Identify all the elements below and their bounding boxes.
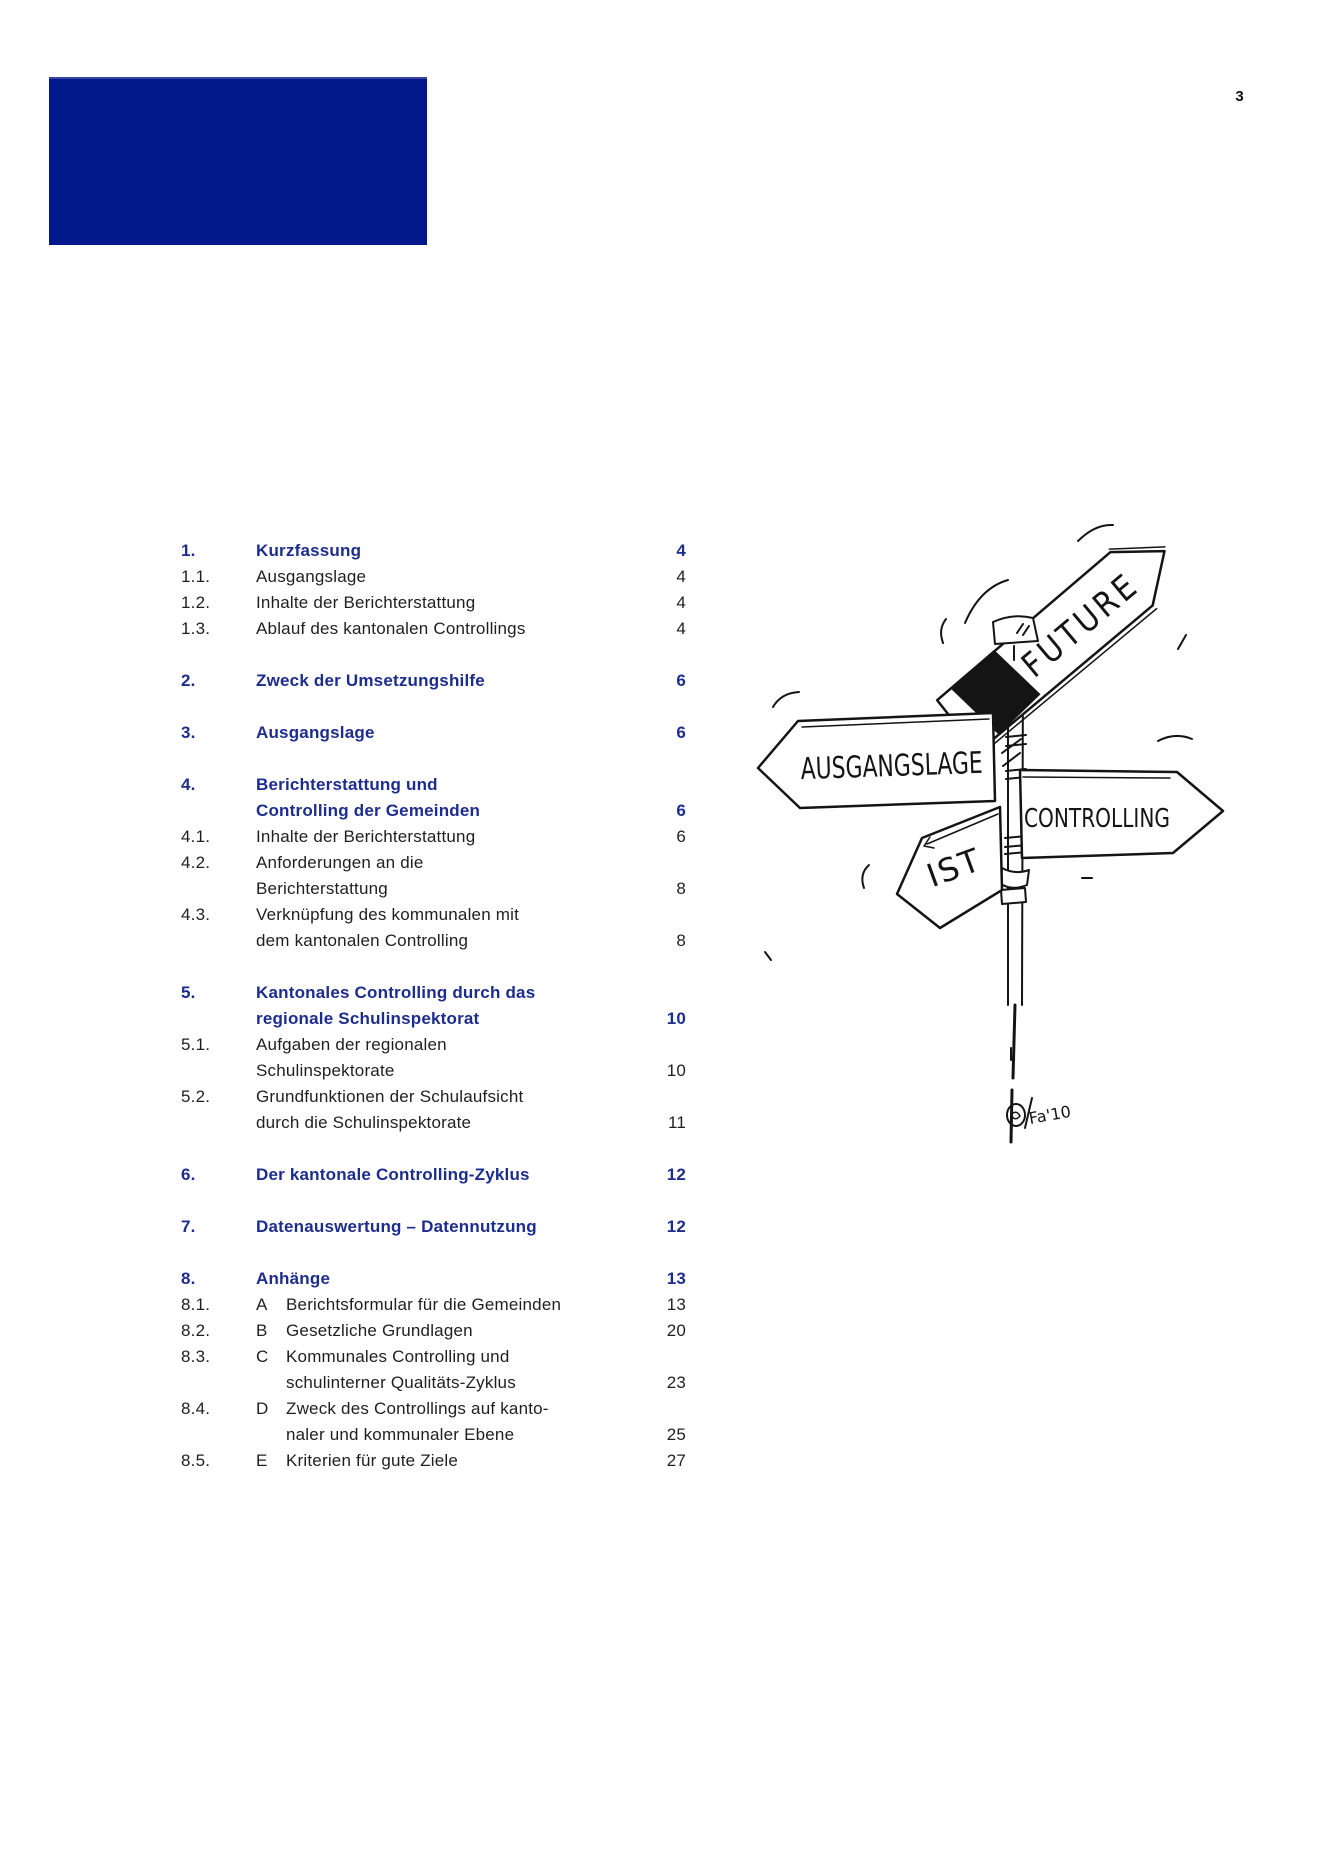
toc-appendix-letter: B [256, 1321, 268, 1340]
toc-entry-page: 4 [676, 567, 686, 586]
artist-signature [1007, 1098, 1072, 1128]
page-number: 3 [1235, 88, 1244, 105]
toc-entry[interactable] [181, 1448, 686, 1474]
toc-entry[interactable] [181, 1344, 686, 1396]
toc-entry-number: 1.3. [181, 619, 211, 638]
toc-entry-page: 4 [676, 541, 686, 560]
toc-entry[interactable] [181, 1318, 686, 1344]
toc-entry-title: Ausgangslage [256, 567, 367, 586]
toc-entry-number: 1.1. [181, 567, 211, 586]
toc-entry[interactable] [181, 1214, 686, 1240]
toc-appendix-letter: A [256, 1295, 268, 1314]
controlling-sign [1020, 770, 1223, 858]
signpost-illustration [640, 430, 1240, 1160]
toc-group [181, 1162, 686, 1188]
table-of-contents [181, 538, 686, 1474]
toc-entry-title: Anhänge [256, 1269, 331, 1288]
ist-sign-label: IST [921, 840, 987, 895]
toc-entry-page: 6 [676, 671, 686, 690]
toc-entry-page: 6 [676, 827, 686, 846]
toc-entry[interactable] [181, 590, 686, 616]
toc-entry-title: Der kantonale Controlling-Zyklus [256, 1165, 530, 1184]
toc-entry-number: 4. [181, 775, 196, 794]
toc-entry-page: 4 [676, 593, 686, 612]
signature-text: Fa'10 [1027, 1101, 1073, 1128]
toc-entry-title: Kantonales Controlling durch das regionale Schulinspektorat [256, 983, 536, 1028]
toc-entry-number: 2. [181, 671, 196, 690]
toc-entry[interactable] [181, 538, 686, 564]
toc-appendix-letter: D [256, 1399, 269, 1418]
toc-entry-title: Anforderungen an die Berichterstattung [256, 853, 424, 898]
toc-entry[interactable] [181, 980, 686, 1032]
toc-entry-number: 8.5. [181, 1451, 211, 1470]
toc-entry-title: C Kommunales Controlling und schulinterner Qualitäts-Zyklus [256, 1344, 646, 1396]
controlling-sign-label: CONTROLLING [1024, 804, 1170, 834]
toc-entry-number: 5.1. [181, 1035, 211, 1054]
toc-entry-title: Inhalte der Berichterstattung [256, 827, 476, 846]
toc-entry-page: 13 [666, 1295, 686, 1314]
toc-entry-number: 5. [181, 983, 196, 1002]
toc-entry-title: Kurzfassung [256, 541, 362, 560]
toc-entry-title: Ablauf des kantonalen Controllings [256, 619, 526, 638]
toc-entry[interactable] [181, 1162, 686, 1188]
toc-entry[interactable] [181, 850, 686, 902]
toc-group [181, 772, 686, 954]
toc-entry[interactable] [181, 616, 686, 642]
toc-group [181, 1214, 686, 1240]
toc-entry-page: 25 [666, 1425, 686, 1444]
toc-group [181, 1266, 686, 1474]
toc-entry[interactable] [181, 668, 686, 694]
toc-entry-title: Inhalte der Berichterstattung [256, 593, 476, 612]
toc-entry-title: Ausgangslage [256, 723, 375, 742]
toc-entry-page: 8 [676, 931, 686, 950]
brand-color-block [49, 77, 427, 245]
toc-entry-number: 8.3. [181, 1347, 211, 1366]
toc-entry[interactable] [181, 902, 686, 954]
toc-group [181, 720, 686, 746]
toc-entry-page: 6 [676, 801, 686, 820]
toc-group [181, 668, 686, 694]
toc-entry-number: 4.1. [181, 827, 211, 846]
toc-entry-number: 1.2. [181, 593, 211, 612]
toc-entry[interactable] [181, 720, 686, 746]
toc-entry[interactable] [181, 564, 686, 590]
toc-entry-title: Verknüpfung des kommunalen mit dem kantonalen Controlling [256, 905, 520, 950]
toc-entry-number: 1. [181, 541, 196, 560]
toc-entry-title: Datenauswertung – Datennutzung [256, 1217, 537, 1236]
toc-entry-number: 4.3. [181, 905, 211, 924]
toc-entry[interactable] [181, 1292, 686, 1318]
toc-entry-page: 12 [666, 1165, 686, 1184]
toc-entry-number: 3. [181, 723, 196, 742]
future-sign-label: FUTURE [1014, 552, 1162, 686]
ausgangslage-sign [758, 713, 1051, 808]
toc-entry[interactable] [181, 1084, 686, 1136]
toc-entry-title: Aufgaben der regionalen Schulinspektorate [256, 1035, 447, 1080]
toc-entry[interactable] [181, 824, 686, 850]
toc-appendix-letter: E [256, 1451, 268, 1470]
toc-entry[interactable] [181, 1266, 686, 1292]
toc-entry-title: D Zweck des Controllings auf kanto- naler und kommunaler Ebene [256, 1396, 646, 1448]
toc-entry-title: Zweck der Umsetzungshilfe [256, 671, 485, 690]
toc-entry-number: 8.2. [181, 1321, 211, 1340]
toc-entry-page: 13 [666, 1269, 686, 1288]
toc-entry-page: 27 [666, 1451, 686, 1470]
toc-entry-page: 6 [676, 723, 686, 742]
toc-entry-title: Berichterstattung und Controlling der Gemeinden [256, 775, 481, 820]
toc-group [181, 538, 686, 642]
ist-sign [897, 807, 1002, 928]
toc-group [181, 980, 686, 1136]
toc-entry-page: 4 [676, 619, 686, 638]
toc-entry-page: 10 [666, 1061, 686, 1080]
toc-entry-number: 6. [181, 1165, 196, 1184]
toc-entry-page: 23 [666, 1373, 686, 1392]
toc-entry-title: Grundfunktionen der Schulaufsicht durch die Schulinspektorate [256, 1087, 524, 1132]
toc-entry-number: 5.2. [181, 1087, 211, 1106]
toc-entry[interactable] [181, 1032, 686, 1084]
toc-entry-number: 8.4. [181, 1399, 211, 1418]
toc-entry-page: 8 [676, 879, 686, 898]
toc-entry-title: B Gesetzliche Grundlagen [256, 1318, 646, 1344]
toc-entry-title: A Berichtsformular für die Gemeinden [256, 1292, 646, 1318]
toc-entry[interactable] [181, 772, 686, 824]
toc-entry-page: 12 [666, 1217, 686, 1236]
toc-entry-number: 8.1. [181, 1295, 211, 1314]
toc-entry-title: E Kriterien für gute Ziele [256, 1448, 646, 1474]
toc-appendix-letter: C [256, 1347, 269, 1366]
ausgangslage-sign-label: AUSGANGSLAGE [800, 743, 1051, 788]
toc-entry-number: 4.2. [181, 853, 211, 872]
toc-entry-number: 8. [181, 1269, 196, 1288]
toc-entry-page: 11 [667, 1113, 686, 1132]
toc-entry[interactable] [181, 1396, 686, 1448]
toc-entry-page: 20 [666, 1321, 686, 1340]
toc-entry-number: 7. [181, 1217, 196, 1236]
toc-entry-page: 10 [666, 1009, 686, 1028]
